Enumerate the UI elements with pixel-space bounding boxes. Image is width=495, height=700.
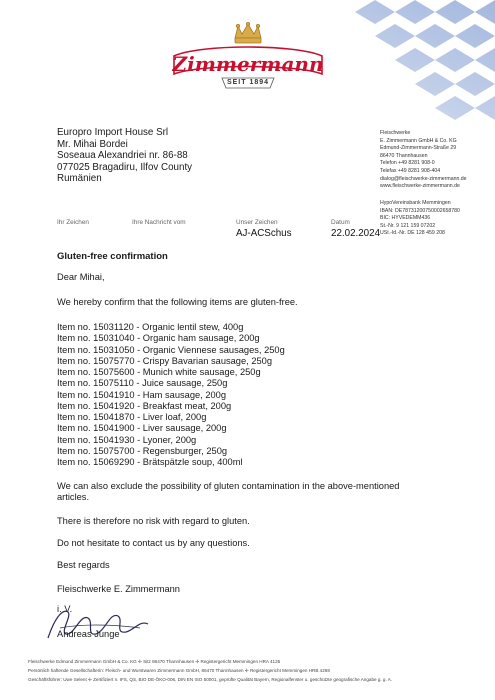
list-item: Item no. 15041920 - Breakfast meat, 200g (57, 400, 232, 411)
bank-line: USt.-Id.-Nr. DE 128 459 208 (380, 230, 445, 237)
contamination-line: articles. (57, 492, 90, 503)
sender-line: Telefon +49 8281 908-0 (380, 160, 435, 167)
ref-ihr-zeichen-label: Ihr Zeichen (57, 219, 89, 226)
logo-wordmark: Zimmermann (172, 52, 324, 76)
list-item: Item no. 15041930 - Lyoner, 200g (57, 434, 197, 445)
list-item: Item no. 15075110 - Juice sausage, 250g (57, 378, 228, 389)
bank-info (380, 200, 460, 238)
ref-datum-label: Datum (331, 219, 350, 226)
footer-line: Geschäftsführer: Uwe Selent ✢ Zertifiziert n. IFS, QS, BIO DE-ÖKO-006, DIN EN ISO 50001, geprüfte Qualität Bayern, Regionalfenster u. geschützte geografische Angabe g. g. A. (28, 677, 393, 683)
footer-line: Persönlich haftende Gesellschafterin: Fleisch- und Wurstwaren Zimmermann GmbH, 86470 Thannhausen ✢ Registergericht Memmingen HRB 4268 (28, 668, 330, 674)
list-item: Item no. 15069290 - Brätspätzle soup, 400ml (57, 457, 243, 467)
bank-line: HypoVereinsbank Memmingen (380, 200, 451, 206)
iv-label: i. V. (57, 604, 73, 614)
list-item: Item no. 15041900 - Liver sausage, 200g (57, 423, 227, 434)
sender-line: E. Zimmermann GmbH & Co. KG (380, 137, 457, 144)
bank-line: BIC: HYVEDEMM436 (380, 215, 431, 222)
recipient-line: Rumänien (57, 173, 102, 185)
list-item: Item no. 15031050 - Organic Viennese sausages, 250g (57, 344, 285, 355)
list-item: Item no. 15031040 - Organic ham sausage, 200g (57, 333, 260, 344)
company-logo (170, 22, 326, 92)
letter-subject: Gluten-free confirmation (57, 251, 168, 262)
list-item: Item no. 15075770 - Crispy Bavarian sausage, 250g (57, 355, 272, 366)
sender-email-link[interactable]: dialog@fleischwerke-zimmermann.de (380, 175, 467, 182)
sender-info (380, 130, 467, 191)
ref-ihre-nachricht-label: Ihre Nachricht vom (132, 219, 186, 226)
company-signature-name: Fleischwerke E. Zimmermann (57, 584, 180, 594)
recipient-line: 077025 Bragadiru, Ilfov County (57, 161, 193, 173)
bank-line: IBAN: DE78731200750002658780 (380, 207, 460, 214)
sender-line: Telefax +49 8281 908-404 (380, 167, 441, 174)
letter-salutation: Dear Mihai, (57, 272, 105, 282)
bank-line: St.-Nr. 9 121 159 07202 (380, 222, 436, 229)
list-item: Item no. 15041910 - Ham sausage, 200g (57, 389, 227, 400)
signer-name: Andreas Junge (57, 629, 120, 639)
contamination-statement (57, 481, 399, 504)
no-risk-statement: There is therefore no risk with regard to gluten. (57, 516, 250, 526)
recipient-line: Mr. Mihai Bordei (57, 138, 128, 150)
item-list (57, 322, 285, 468)
recipient-line: Europro Import House Srl (57, 127, 169, 138)
ref-datum-value: 22.02.2024 (331, 228, 381, 239)
ref-unser-zeichen-value: AJ-ACSchus (236, 228, 292, 239)
contamination-line: We can also exclude the possibility of gluten contamination in the above-mentioned (57, 481, 400, 491)
list-item: Item no. 15075700 - Regensburger, 250g (57, 445, 228, 456)
letter-intro: We hereby confirm that the following items are gluten-free. (57, 297, 298, 307)
list-item: Item no. 15075600 - Munich white sausage, 250g (57, 367, 261, 377)
footer-line: Fleischwerke Edmund Zimmermann GmbH & Co. KG ✢ Sitz 86470 Thannhausen ✢ Registergericht Memmingen HRA 4125 (28, 659, 281, 664)
ref-unser-zeichen-label: Unser Zeichen (236, 219, 278, 226)
closing: Best regards (57, 560, 110, 570)
sender-line: 86470 Thannhausen (380, 152, 428, 159)
recipient-line: Soseaua Alexandriei nr. 86-88 (57, 150, 188, 162)
footer-legal (28, 657, 392, 684)
sender-line: Edmund-Zimmermann-Straße 29 (380, 145, 457, 152)
sender-line: Fleischwerke (380, 130, 411, 136)
logo-since: SEIT 1894 (226, 79, 270, 86)
list-item: Item no. 15031120 - Organic lentil stew, 400g (57, 322, 244, 332)
contact-statement: Do not hesitate to contact us by any questions. (57, 538, 250, 548)
list-item: Item no. 15041870 - Liver loaf, 200g (57, 412, 207, 422)
recipient-address (57, 127, 192, 185)
sender-website-link[interactable]: www.fleischwerke-zimmermann.de (380, 183, 460, 190)
